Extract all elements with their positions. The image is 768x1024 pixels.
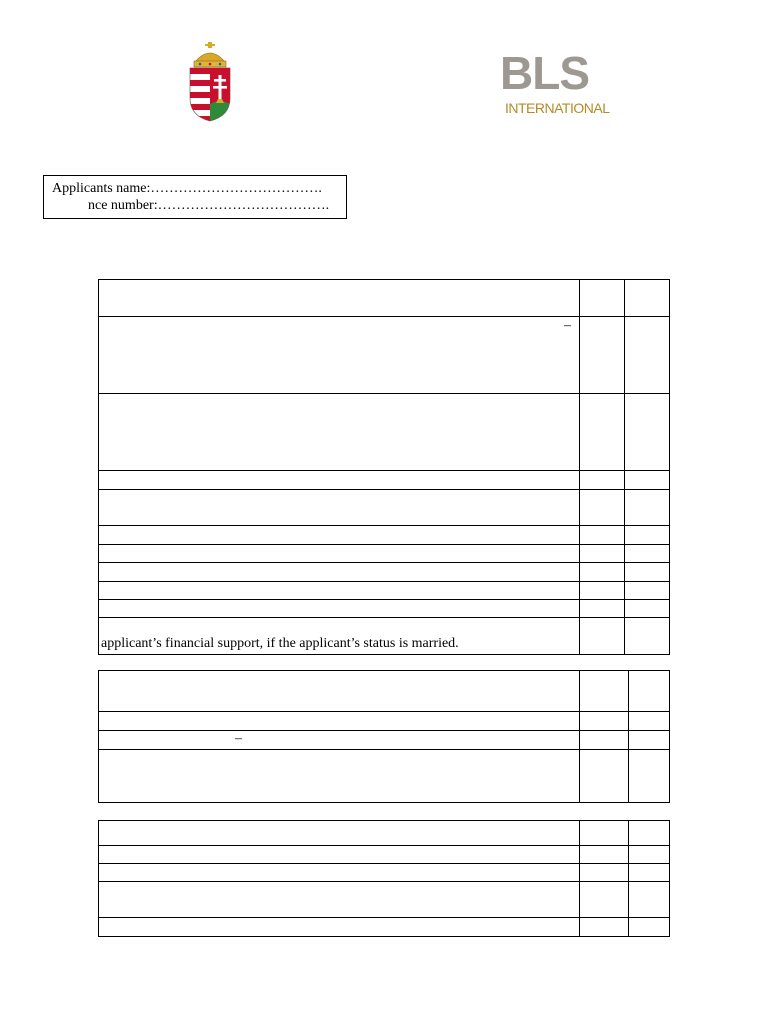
row-text-cell <box>99 882 580 918</box>
yes-checkbox-cell[interactable] <box>580 671 629 712</box>
table-row <box>99 526 670 545</box>
table-row <box>99 600 670 618</box>
no-checkbox-cell[interactable] <box>625 618 670 655</box>
table-row <box>99 731 670 750</box>
table-row <box>99 712 670 731</box>
row-text-cell <box>99 317 580 394</box>
dash-mark: – <box>564 318 571 333</box>
no-checkbox-cell[interactable] <box>625 280 670 317</box>
table-row <box>99 317 670 394</box>
table-row <box>99 750 670 803</box>
row-text-cell <box>99 394 580 471</box>
yes-checkbox-cell[interactable] <box>580 750 629 803</box>
no-checkbox-cell[interactable] <box>625 394 670 471</box>
applicant-info-box <box>43 175 347 219</box>
row-text-cell <box>99 864 580 882</box>
row-text-cell <box>99 618 580 655</box>
table-row <box>99 280 670 317</box>
checklist-table-2 <box>98 670 670 803</box>
no-checkbox-cell[interactable] <box>629 712 670 731</box>
table-row <box>99 563 670 582</box>
yes-checkbox-cell[interactable] <box>580 821 629 846</box>
no-checkbox-cell[interactable] <box>625 600 670 618</box>
table-row <box>99 882 670 918</box>
no-checkbox-cell[interactable] <box>629 731 670 750</box>
table-row <box>99 821 670 846</box>
table-row <box>99 864 670 882</box>
checklist-table-3 <box>98 820 670 937</box>
no-checkbox-cell[interactable] <box>629 750 670 803</box>
no-checkbox-cell[interactable] <box>629 918 670 937</box>
no-checkbox-cell[interactable] <box>629 821 670 846</box>
yes-checkbox-cell[interactable] <box>580 600 625 618</box>
yes-checkbox-cell[interactable] <box>580 280 625 317</box>
table-row <box>99 618 670 655</box>
yes-checkbox-cell[interactable] <box>580 545 625 563</box>
no-checkbox-cell[interactable] <box>629 671 670 712</box>
table-row <box>99 394 670 471</box>
row-text-cell <box>99 600 580 618</box>
row-text-cell <box>99 671 580 712</box>
row-text-cell <box>99 712 580 731</box>
no-checkbox-cell[interactable] <box>625 563 670 582</box>
table-row <box>99 490 670 526</box>
financial-support-text: applicant’s financial support, if the applicant’s status is married. <box>101 636 459 651</box>
table-row <box>99 918 670 937</box>
no-checkbox-cell[interactable] <box>625 471 670 490</box>
row-text-cell <box>99 582 580 600</box>
no-checkbox-cell[interactable] <box>629 882 670 918</box>
yes-checkbox-cell[interactable] <box>580 563 625 582</box>
yes-checkbox-cell[interactable] <box>580 394 625 471</box>
row-text-cell <box>99 750 580 803</box>
yes-checkbox-cell[interactable] <box>580 471 625 490</box>
row-text-cell <box>99 918 580 937</box>
yes-checkbox-cell[interactable] <box>580 731 629 750</box>
yes-checkbox-cell[interactable] <box>580 582 625 600</box>
logo-title: BLS <box>500 47 589 99</box>
no-checkbox-cell[interactable] <box>625 526 670 545</box>
hungarian-coat-of-arms-icon <box>186 42 234 122</box>
reference-number-line: nce number:………………………………. <box>88 198 330 213</box>
yes-checkbox-cell[interactable] <box>580 864 629 882</box>
applicant-name-line: Applicants name:………………………………. <box>52 181 322 196</box>
no-checkbox-cell[interactable] <box>625 582 670 600</box>
table-row <box>99 582 670 600</box>
no-checkbox-cell[interactable] <box>629 864 670 882</box>
table-row <box>99 846 670 864</box>
yes-checkbox-cell[interactable] <box>580 846 629 864</box>
row-text-cell <box>99 280 580 317</box>
logo-subtitle: INTERNATIONAL <box>505 100 610 116</box>
yes-checkbox-cell[interactable] <box>580 526 625 545</box>
table-row <box>99 471 670 490</box>
checklist-table-1 <box>98 279 670 655</box>
yes-checkbox-cell[interactable] <box>580 712 629 731</box>
row-text-cell <box>99 821 580 846</box>
no-checkbox-cell[interactable] <box>629 846 670 864</box>
row-text-cell <box>99 490 580 526</box>
no-checkbox-cell[interactable] <box>625 545 670 563</box>
bls-international-logo <box>500 47 610 120</box>
table-row <box>99 671 670 712</box>
yes-checkbox-cell[interactable] <box>580 918 629 937</box>
table-row <box>99 545 670 563</box>
yes-checkbox-cell[interactable] <box>580 618 625 655</box>
yes-checkbox-cell[interactable] <box>580 490 625 526</box>
row-text-cell <box>99 545 580 563</box>
yes-checkbox-cell[interactable] <box>580 882 629 918</box>
row-text-cell <box>99 471 580 490</box>
row-text-cell <box>99 731 580 750</box>
row-text-cell <box>99 526 580 545</box>
dash-mark: – <box>235 731 242 746</box>
row-text-cell <box>99 563 580 582</box>
no-checkbox-cell[interactable] <box>625 490 670 526</box>
row-text-cell <box>99 846 580 864</box>
no-checkbox-cell[interactable] <box>625 317 670 394</box>
yes-checkbox-cell[interactable] <box>580 317 625 394</box>
